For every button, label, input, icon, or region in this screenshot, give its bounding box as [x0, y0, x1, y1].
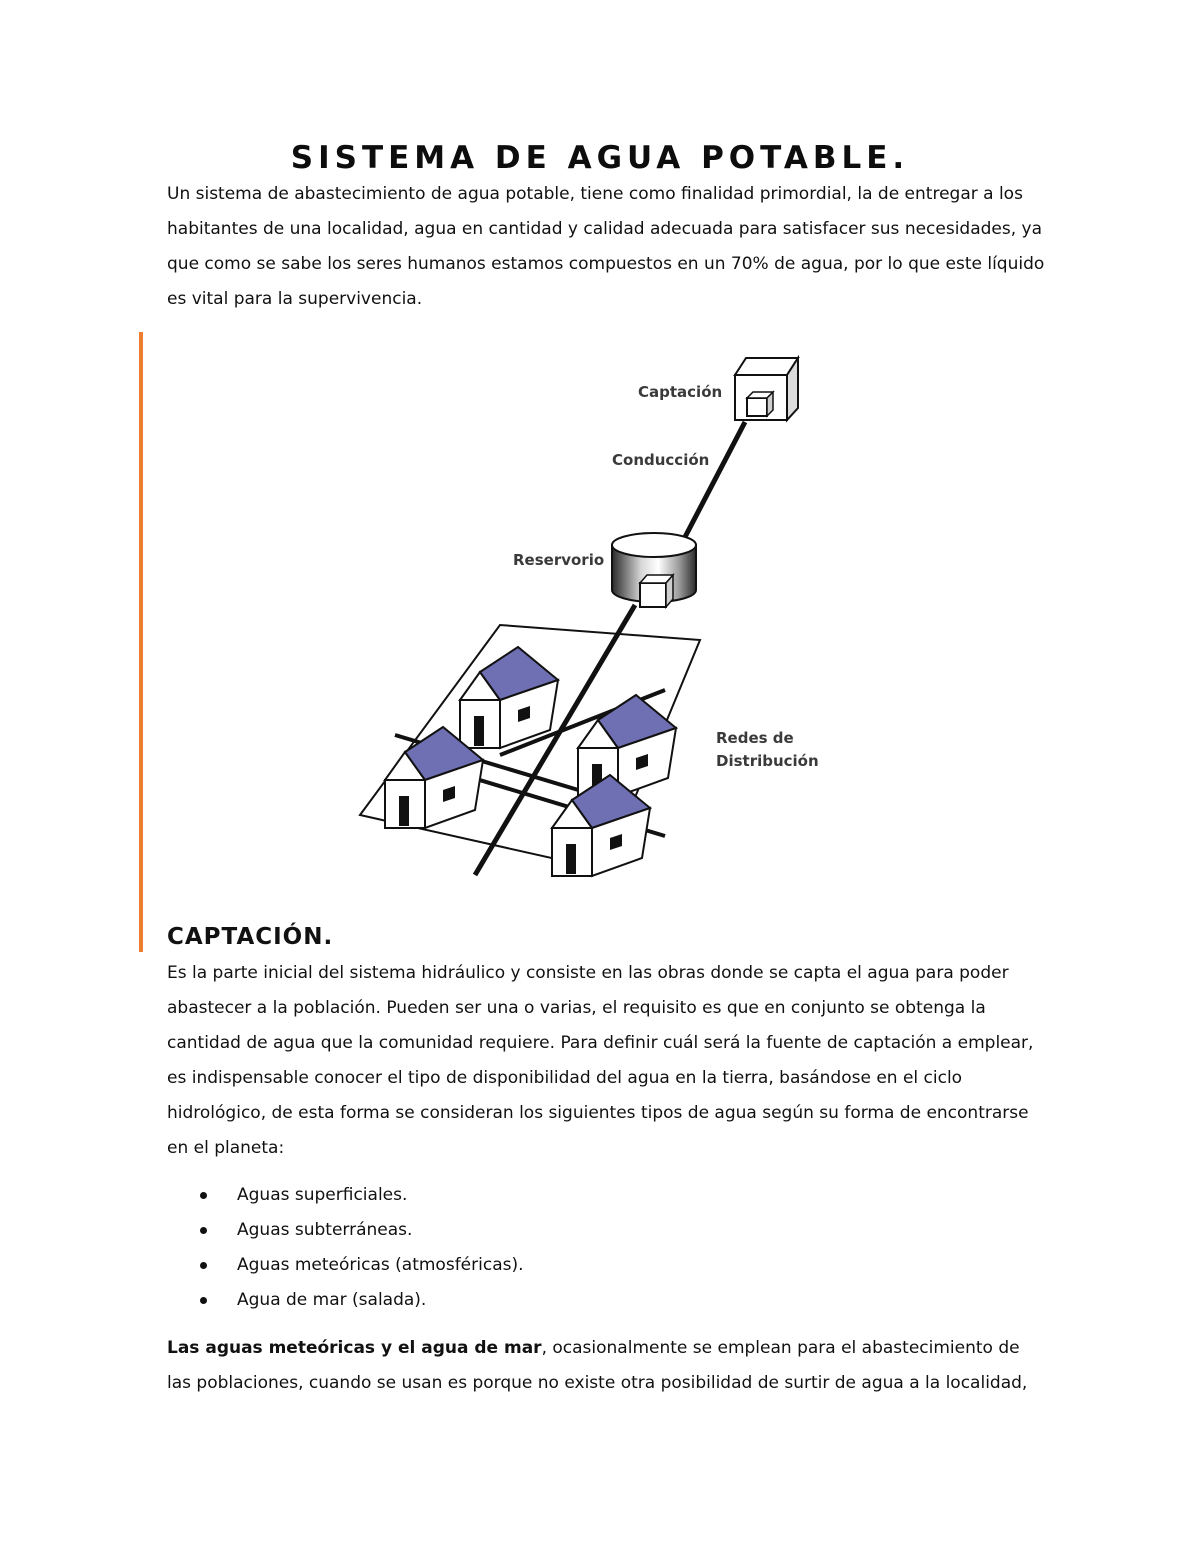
label-redes-line1: Redes de: [716, 729, 794, 747]
final-paragraph-bold: Las aguas meteóricas y el agua de mar: [167, 1338, 542, 1358]
page-title: SISTEMA DE AGUA POTABLE.: [290, 140, 910, 176]
bullet-icon: [200, 1297, 207, 1304]
list-item-text: Aguas subterráneas.: [237, 1220, 413, 1240]
label-redes-line2: Distribución: [716, 752, 819, 770]
list-item: [200, 1248, 524, 1283]
final-paragraph-rest: , ocasionalmente se emplean para el abastecimiento de las poblaciones, cuando se usan es porque no existe otra posibilidad de surtir de agua a la localidad,: [167, 1338, 1028, 1393]
section-heading-captacion: CAPTACIÓN.: [167, 924, 334, 950]
label-conduccion: Conducción: [612, 451, 710, 469]
list-item: [200, 1283, 524, 1318]
label-reservorio: Reservorio: [513, 551, 605, 569]
accent-bar: [139, 332, 143, 952]
captacion-paragraph: Es la parte inicial del sistema hidráulico y consiste en las obras donde se capta el agua para poder abastecer a la población. Pueden ser una o varias, el requisito es que en conjunto se obtenga la cantidad de agua que la comunidad requiere. Para definir cuál será la fuente de captación a emplear, es indispensable conocer el tipo de disponibilidad del agua en la tierra, basándose en el ciclo hidrológico, de esta forma se consideran los siguientes tipos de agua según su forma de encontrarse en el planeta:: [167, 963, 1034, 1158]
water-system-diagram: [340, 340, 860, 900]
list-item: [200, 1213, 524, 1248]
water-types-list: [200, 1178, 524, 1318]
intro-paragraph: Un sistema de abastecimiento de agua potable, tiene como finalidad primordial, la de entregar a los habitantes de una localidad, agua en cantidad y calidad adecuada para satisfacer sus necesidades, ya que como se sabe los seres humanos estamos compuestos en un 70% de agua, por lo que este líquido es vital para la supervivencia.: [167, 184, 1045, 309]
conduction-pipe: [685, 422, 745, 537]
list-item-text: Agua de mar (salada).: [237, 1290, 427, 1310]
bullet-icon: [200, 1227, 207, 1234]
label-captacion: Captación: [638, 383, 723, 401]
bullet-icon: [200, 1192, 207, 1199]
list-item-text: Aguas superficiales.: [237, 1185, 408, 1205]
bullet-icon: [200, 1262, 207, 1269]
reservorio-tank: [612, 533, 696, 607]
captacion-structure: [735, 358, 798, 420]
final-paragraph: [167, 1331, 1047, 1401]
list-item: [200, 1178, 524, 1213]
list-item-text: Aguas meteóricas (atmosféricas).: [237, 1255, 524, 1275]
